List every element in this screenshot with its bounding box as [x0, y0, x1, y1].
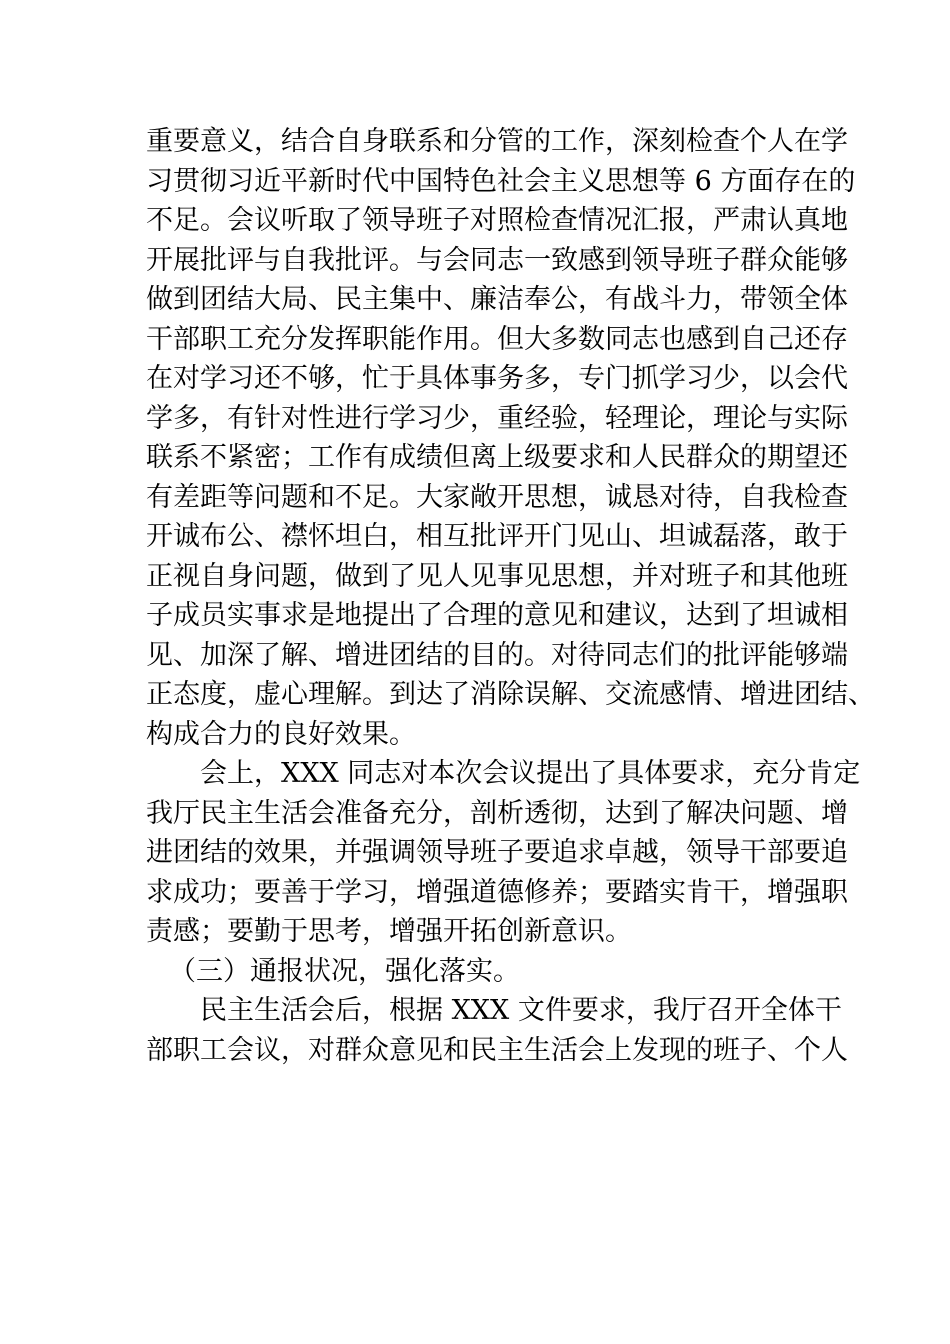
text-line: 开诚布公、襟怀坦白，相互批评开门见山、坦诚磊落，敢于: [146, 521, 848, 552]
text-line: 见、加深了解、增进团结的目的。对待同志们的批评能够端: [146, 639, 848, 671]
text-line: 求成功；要善于学习，增强道德修养；要踏实肯干，增强职: [146, 876, 848, 908]
section-heading: [146, 952, 808, 992]
paragraph-2: [146, 754, 861, 952]
paragraph-1: [146, 122, 875, 754]
text-line: 做到团结大局、民主集中、廉洁奉公，有战斗力，带领全体: [146, 284, 848, 315]
text-line: 不足。会议听取了领导班子对照检查情况汇报，严肃认真地: [146, 205, 848, 236]
text-line: 习贯彻习近平新时代中国特色社会主义思想等 6 方面存在的: [146, 165, 856, 197]
text-line: 责感；要勤于思考，增强开拓创新意识。: [146, 916, 632, 947]
text-line: 干部职工充分发挥职能作用。但大多数同志也感到自己还存: [146, 323, 848, 355]
text-line: 有差距等问题和不足。大家敞开思想，诚恳对待，自我检查: [146, 481, 848, 513]
text-line: 进团结的效果，并强调领导班子要追求卓越，领导干部要追: [146, 837, 848, 868]
text-line: 联系不紧密；工作有成绩但离上级要求和人民群众的期望还: [146, 442, 848, 473]
text-line: 子成员实事求是地提出了合理的意见和建议，达到了坦诚相: [146, 600, 848, 631]
text-line: 会上，XXX 同志对本次会议提出了具体要求，充分肯定: [200, 758, 861, 789]
text-line: 我厅民主生活会准备充分，剖析透彻，达到了解决问题、增: [146, 797, 848, 829]
text-line: 民主生活会后，根据 XXX 文件要求，我厅召开全体干: [200, 995, 842, 1026]
text-line: 正视自身问题，做到了见人见事见思想，并对班子和其他班: [146, 560, 848, 592]
document-page: [146, 122, 875, 1070]
paragraph-3: [146, 991, 848, 1070]
text-line: 构成合力的良好效果。: [146, 718, 416, 750]
text-line: 学多，有针对性进行学习少，重经验，轻理论，理论与实际: [146, 402, 848, 434]
text-line: 部职工会议，对群众意见和民主生活会上发现的班子、个人: [146, 1034, 848, 1066]
text-line: 在对学习还不够，忙于具体事务多，专门抓学习少，以会代: [146, 363, 848, 394]
text-line: 正态度，虚心理解。到达了消除误解、交流感情、增进团结、: [146, 679, 875, 710]
text-line: 重要意义，结合自身联系和分管的工作，深刻检查个人在学: [146, 126, 848, 157]
text-line: 开展批评与自我批评。与会同志一致感到领导班子群众能够: [146, 244, 848, 276]
heading-line: （三）通报状况，强化落实。: [169, 955, 520, 987]
